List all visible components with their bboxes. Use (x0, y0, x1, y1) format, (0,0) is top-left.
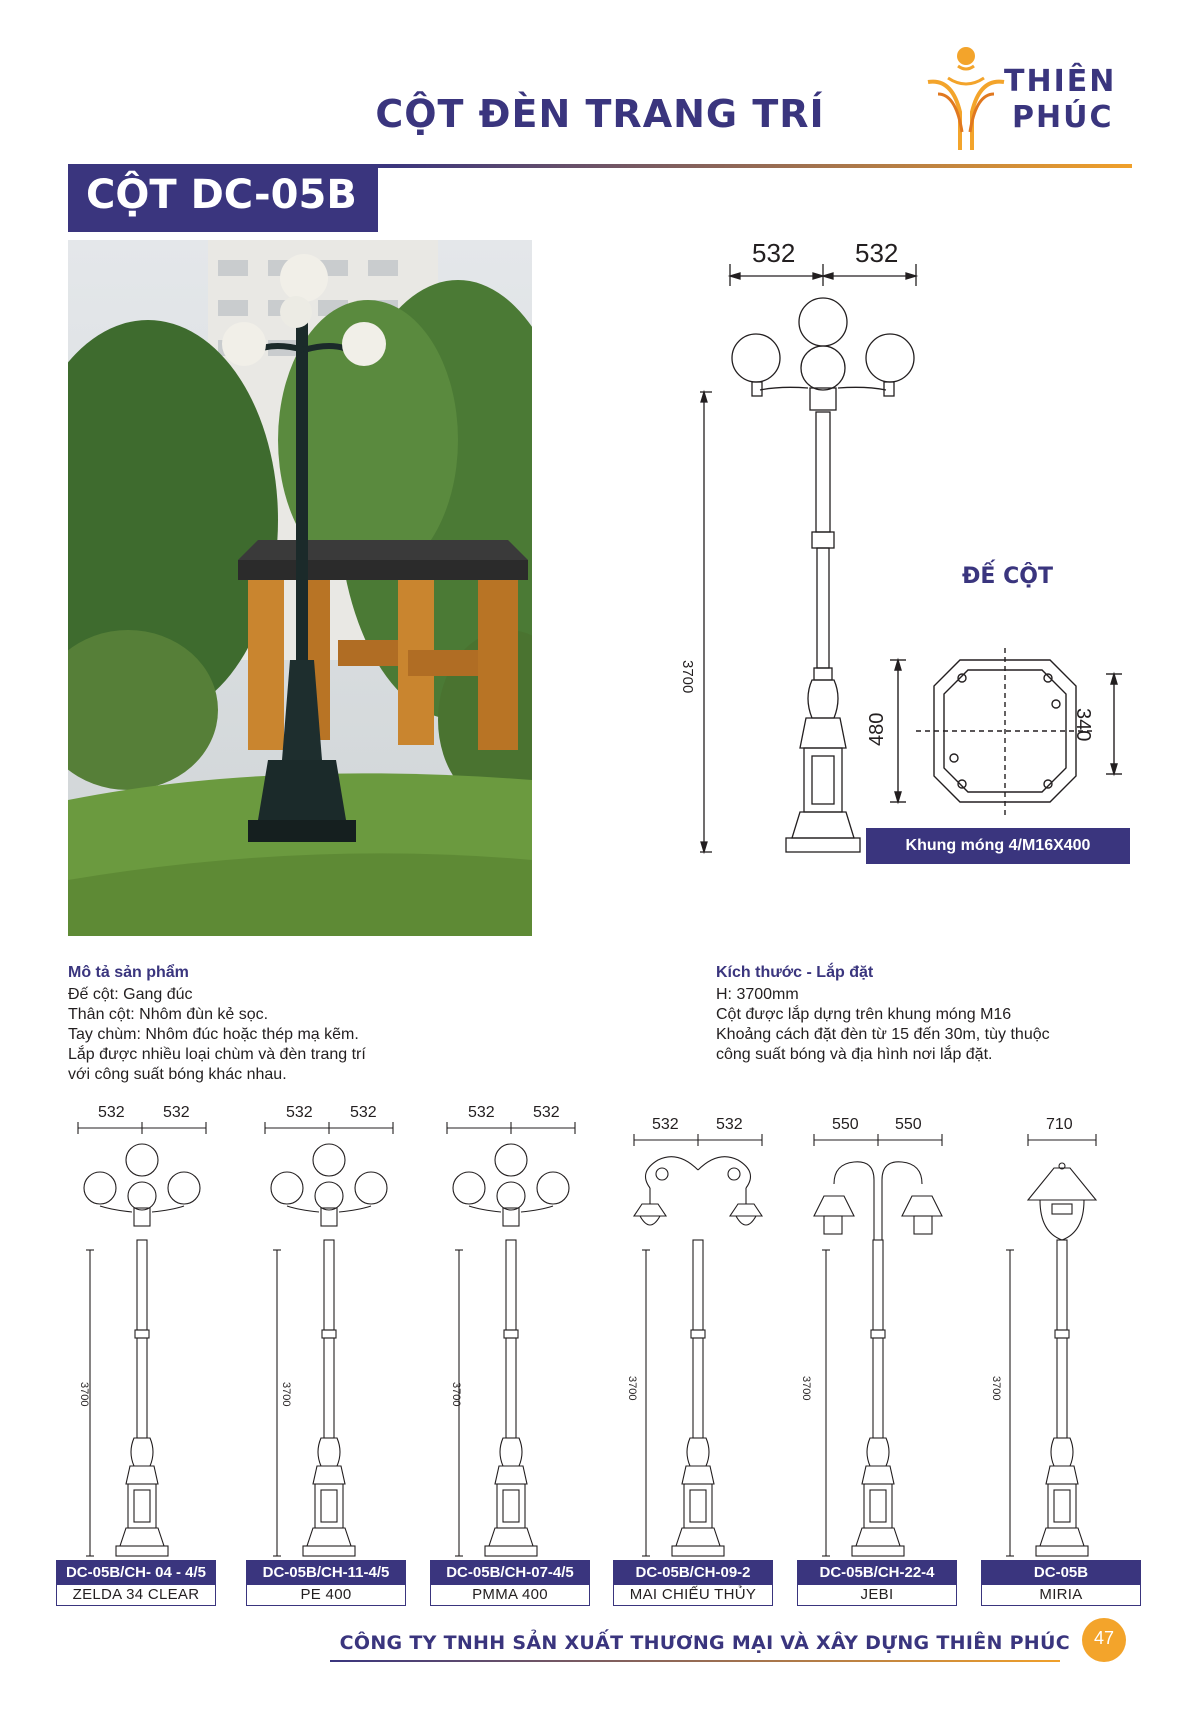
variant-height: 3700 (450, 1382, 462, 1407)
variant-code: DC-05B/CH- 04 - 4/5 (57, 1561, 215, 1585)
specs-line: Khoảng cách đặt đèn từ 15 đến 30m, tùy thuộc (716, 1026, 1050, 1043)
variant-code: DC-05B/CH-11-4/5 (247, 1561, 405, 1585)
description-line: Thân cột: Nhôm đùn kẻ sọc. (68, 1006, 269, 1023)
description-line: Lắp được nhiều loại chùm và đèn trang trí (68, 1046, 366, 1063)
variant-label (797, 1560, 957, 1606)
variant-label (246, 1560, 406, 1606)
variant-label (430, 1560, 590, 1606)
frame-label: Khung móng 4/M16X400 (866, 828, 1130, 864)
main-dim-left: 532 (752, 238, 796, 268)
variant-dim-b: 532 (533, 1104, 560, 1121)
brand-name-line2: PHÚC (1012, 100, 1114, 135)
footer-company: CÔNG TY TNHH SẢN XUẤT THƯƠNG MẠI VÀ XÂY DỰNG THIÊN PHÚC (339, 1632, 1070, 1654)
product-photo (68, 240, 532, 936)
variant-drawing (972, 1100, 1152, 1560)
base-dim-outer: 480 (866, 712, 888, 746)
variant-name: JEBI (860, 1586, 894, 1603)
variant-code: DC-05B/CH-07-4/5 (431, 1561, 589, 1585)
main-dim-right: 532 (855, 238, 899, 268)
description-line: với công suất bóng khác nhau. (68, 1066, 287, 1083)
description-line: Đế cột: Gang đúc (68, 986, 193, 1003)
variant-dim-a: 550 (832, 1116, 859, 1133)
base-title: ĐẾ CỘT (962, 564, 1053, 589)
footer-rule (330, 1660, 1060, 1662)
variant-dim-a: 532 (286, 1104, 313, 1121)
variant-height: 3700 (990, 1376, 1002, 1401)
description-line: Tay chùm: Nhôm đúc hoặc thép mạ kẽm. (68, 1026, 359, 1043)
specs-heading: Kích thước - Lắp đặt (716, 964, 874, 981)
variant-name: PE 400 (300, 1586, 352, 1603)
product-photo-illustration (68, 240, 532, 936)
variant-name: PMMA 400 (472, 1586, 548, 1603)
specs-line: H: 3700mm (716, 986, 799, 1003)
page-title: CỘT ĐÈN TRANG TRÍ (375, 92, 825, 136)
variant-name: ZELDA 34 CLEAR (72, 1586, 200, 1603)
variant-code: DC-05B (982, 1561, 1140, 1585)
variant-label (56, 1560, 216, 1606)
variant-drawing (608, 1100, 788, 1560)
variant-dim-b: 532 (163, 1104, 190, 1121)
variant-height: 3700 (280, 1382, 292, 1407)
variant-dim-a: 532 (98, 1104, 125, 1121)
variant-name: MAI CHIẾU THỦY (629, 1586, 757, 1603)
variant-label (981, 1560, 1141, 1606)
brand-logo (924, 42, 1134, 154)
variant-dim-b: 550 (895, 1116, 922, 1133)
variant-drawing (239, 1100, 419, 1560)
variant-dim-b: 532 (716, 1116, 743, 1133)
variant-dim-a: 710 (1046, 1116, 1073, 1133)
variant-height: 3700 (78, 1382, 90, 1407)
specs-line: Cột được lắp dựng trên khung móng M16 (716, 1006, 1012, 1023)
brand-mark-icon (924, 42, 1008, 154)
base-dim-inner: 340 (1072, 708, 1094, 742)
brand-name-line1: THIÊN (1004, 64, 1117, 99)
variant-code: DC-05B/CH-09-2 (614, 1561, 772, 1585)
variant-drawing (421, 1100, 601, 1560)
variant-height: 3700 (800, 1376, 812, 1401)
model-title: CỘT DC-05B (86, 172, 357, 218)
variant-label (613, 1560, 773, 1606)
variant-name: MIRIA (1039, 1586, 1083, 1603)
main-dim-height: 3700 (679, 660, 696, 694)
description-heading: Mô tả sản phẩm (68, 964, 189, 981)
variant-dim-a: 532 (652, 1116, 679, 1133)
variant-dim-b: 532 (350, 1104, 377, 1121)
specs-line: công suất bóng và địa hình nơi lắp đặt. (716, 1046, 993, 1063)
variant-drawing (52, 1100, 232, 1560)
page-number: 47 (1082, 1618, 1126, 1662)
variant-drawing (788, 1100, 968, 1560)
variant-code: DC-05B/CH-22-4 (798, 1561, 956, 1585)
variant-height: 3700 (626, 1376, 638, 1401)
variant-dim-a: 532 (468, 1104, 495, 1121)
